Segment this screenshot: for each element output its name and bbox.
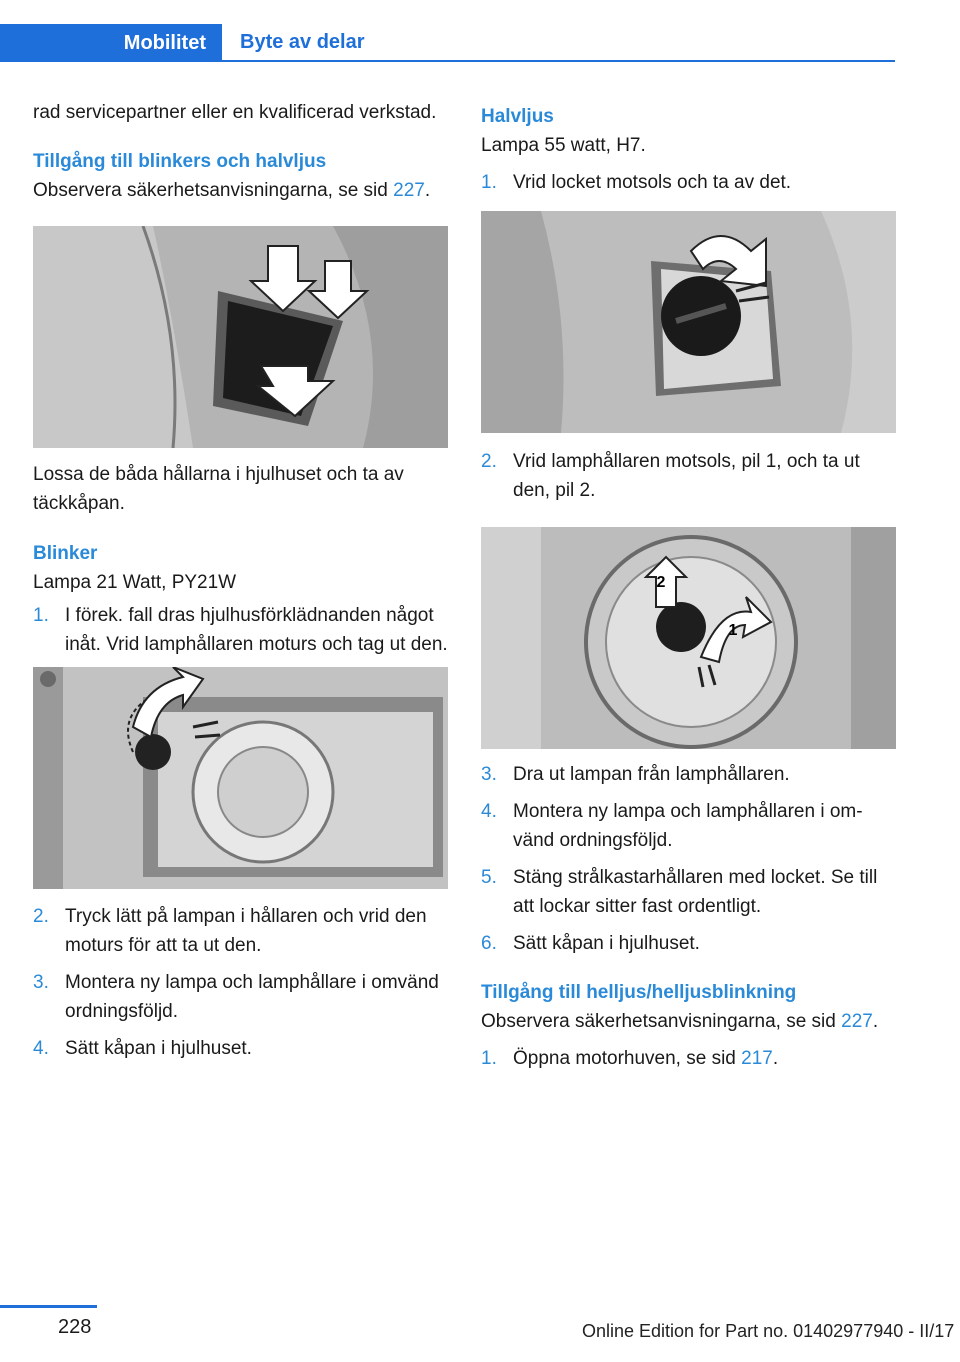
tab-byte-av-delar[interactable]: Byte av delar (240, 30, 365, 53)
list-item: 3. Montera ny lampa och lamphållare i omvänd ordningsföljd. (33, 972, 439, 1022)
list-item: 6. Sätt kåpan i hjulhuset. (481, 933, 700, 954)
list-item: 1. I förek. fall dras hjulhusförklädnanden något inåt. Vrid lamphållaren moturs och tag ut den. (33, 605, 448, 655)
list-item: 3. Dra ut lampan från lamphållaren. (481, 764, 790, 785)
figure-wheelhouse-cover (33, 226, 448, 448)
page-link-217[interactable]: 217 (741, 1048, 773, 1069)
edition-text: Online Edition for Part no. 01402977940 - II/17 (582, 1321, 955, 1341)
list-item: 2. Vrid lamphållaren motsols, pil 1, och ta ut den, pil 2. (481, 451, 860, 501)
list-item: 4. Montera ny lampa och lamphållaren i omvänd ordningsföljd. (481, 801, 863, 851)
list-item: 2. Tryck lätt på lampan i hållaren och vrid den moturs för att ta ut den. (33, 906, 427, 956)
header-tabs (0, 24, 895, 62)
header-divider (0, 60, 895, 62)
page-link-227[interactable]: 227 (393, 180, 425, 201)
figure-blinker-holder (33, 667, 448, 889)
page-link-227[interactable]: 227 (841, 1011, 873, 1032)
helljus-steps (481, 1044, 896, 1073)
list-item: 5. Stäng strålkastarhållaren med locket. Se till att lockar sitter fast ordentligt. (481, 867, 878, 917)
blinker-steps-a (33, 601, 448, 659)
blinker-steps-b (33, 902, 448, 1063)
page-number: 228 (58, 1316, 92, 1338)
list-item: 4. Sätt kåpan i hjulhuset. (33, 1038, 252, 1059)
left-column (33, 98, 448, 1071)
halvljus-heading: Halvljus (481, 106, 554, 127)
figure1-caption: Lossa de båda hållarna i hjulhuset och ta av täckkåpan. (33, 464, 404, 514)
figure-halvljus-holder (481, 527, 896, 749)
tab-mobilitet[interactable]: Mobilitet (0, 24, 222, 62)
helljus-heading: Tillgång till helljus/helljusblinkning (481, 982, 797, 1003)
halvljus-steps-a (481, 168, 896, 197)
halvljus-steps-c (481, 760, 896, 958)
arrow-label-2: 2 (656, 574, 666, 591)
halvljus-steps-b (481, 447, 896, 505)
intro-text: rad servicepartner eller en kvalificerad verkstad. (33, 102, 437, 123)
list-item: 1. Öppna motorhuven, se sid 217. (481, 1048, 779, 1069)
arrow-label-1: 1 (728, 622, 738, 639)
right-column (481, 102, 896, 1081)
blinker-lamp: Lampa 21 Watt, PY21W (33, 572, 237, 593)
access-heading: Tillgång till blinkers och halvljus (33, 151, 327, 172)
halvljus-lamp: Lampa 55 watt, H7. (481, 135, 646, 156)
access-text: Observera säkerhetsanvisningarna, se sid 227. (33, 180, 431, 201)
list-item: 1. Vrid locket motsols och ta av det. (481, 172, 792, 193)
footer-divider (0, 1305, 97, 1308)
helljus-text: Observera säkerhetsanvisningarna, se sid 227. (481, 1011, 879, 1032)
figure-halvljus-cap (481, 211, 896, 433)
blinker-heading: Blinker (33, 543, 98, 564)
